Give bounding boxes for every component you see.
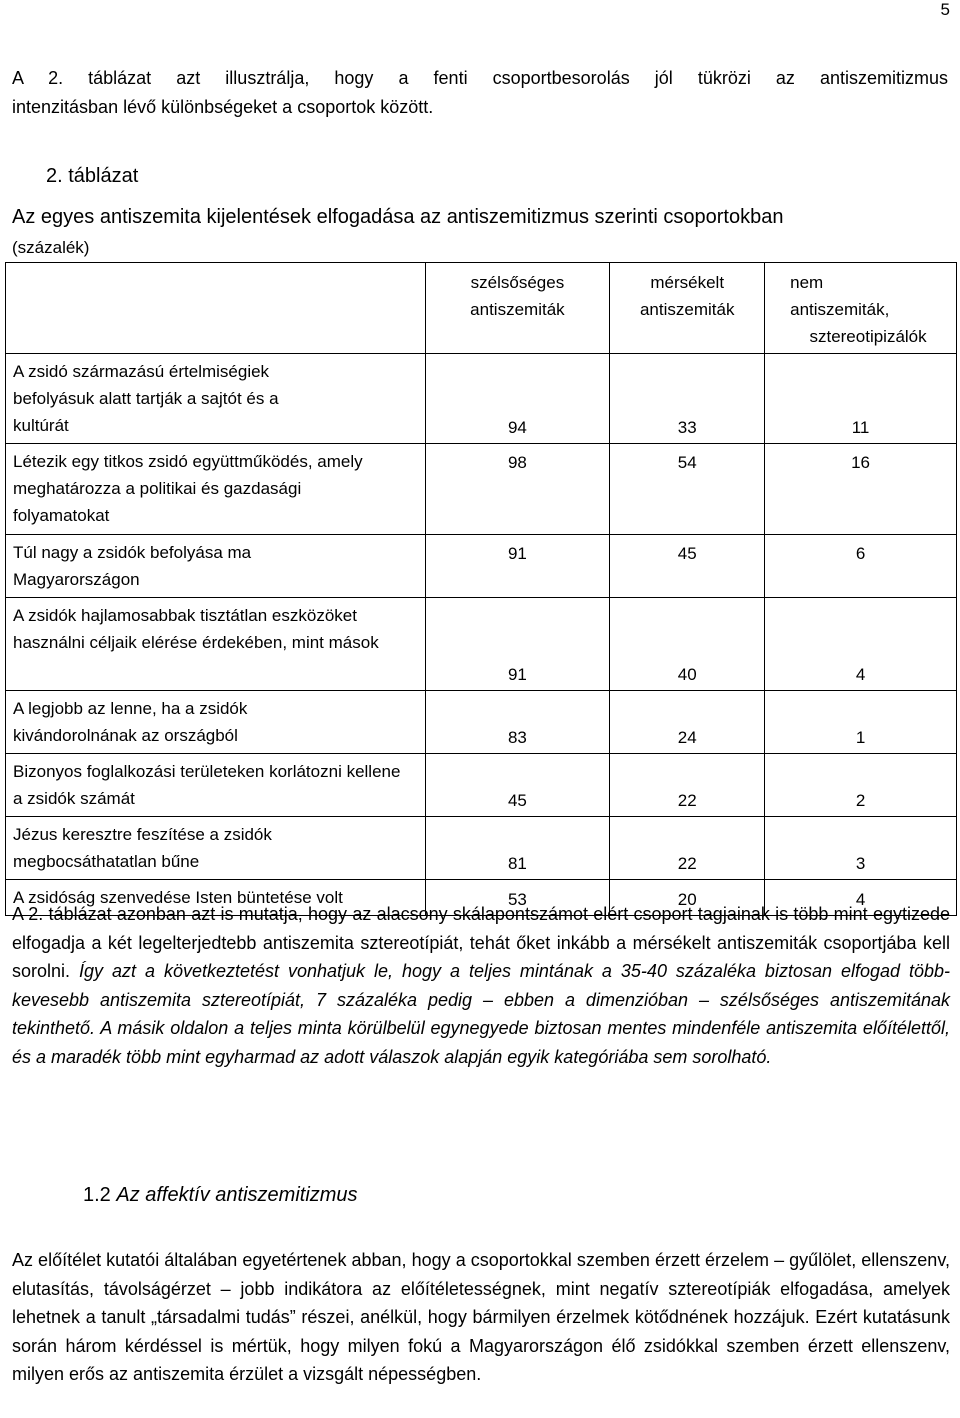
section-heading (83, 1184, 358, 1207)
col-header-non: nem antiszemiták, sztereotipizálók (765, 263, 957, 354)
cell-moderate: 22 (610, 754, 765, 817)
cell-moderate: 22 (610, 817, 765, 880)
intro-line-2: intenzitásban lévő különbségeket a csoportok között. (12, 97, 434, 117)
intro-line-1: A 2. táblázat azt illusztrálja, hogy a fenti csoportbesorolás jól tükrözi az antiszemitizmus (12, 68, 948, 88)
cell-non: 4 (765, 598, 957, 691)
cell-moderate: 33 (610, 354, 765, 444)
col-header-moderate: mérsékelt antiszemiták (610, 263, 765, 354)
cell-extreme: 45 (425, 754, 610, 817)
cell-non: 16 (765, 444, 957, 535)
table-row (6, 444, 957, 535)
body-paragraph-1 (12, 900, 950, 1072)
section-number: 1.2 (83, 1184, 117, 1206)
row-label: Bizonyos foglalkozási területeken korlátozni kellene a zsidók számát (6, 754, 426, 817)
cell-non: 2 (765, 754, 957, 817)
intro-paragraph (12, 64, 948, 122)
row-label: A zsidó származású értelmiségiek befolyásuk alatt tartják a sajtót és a kultúrát (6, 354, 426, 444)
table-row (6, 598, 957, 691)
section-title: Az affektív antiszemitizmus (116, 1184, 358, 1206)
row-label: Túl nagy a zsidók befolyása ma Magyarországon (6, 535, 426, 598)
row-label: A legjobb az lenne, ha a zsidók kivándorolnának az országból (6, 691, 426, 754)
cell-extreme: 94 (425, 354, 610, 444)
cell-non: 3 (765, 817, 957, 880)
header-empty-cell (6, 263, 426, 354)
cell-extreme: 98 (425, 444, 610, 535)
table-unit: (százalék) (12, 238, 90, 257)
row-label: A zsidók hajlamosabbak tisztátlan eszközöket használni céljaik elérése érdekében, mint mások (6, 598, 426, 691)
cell-moderate: 45 (610, 535, 765, 598)
data-table (5, 262, 957, 916)
row-label: Jézus keresztre feszítése a zsidók megbocsáthatatlan bűne (6, 817, 426, 880)
cell-non: 6 (765, 535, 957, 598)
row-label: Létezik egy titkos zsidó együttműködés, amely meghatározza a politikai és gazdasági folyamatokat (6, 444, 426, 535)
table-row (6, 754, 957, 817)
table-row (6, 354, 957, 444)
cell-non: 11 (765, 354, 957, 444)
cell-moderate: 24 (610, 691, 765, 754)
body-paragraph-1-italic: Így azt a következtetést vonhatjuk le, hogy a teljes mintának a 35-40 százaléka biztosan elfogad több-kevesebb antiszemita sztereotípiát, 7 százaléka pedig – ebben a dimenzióban – szélsőséges antiszemitának tekinthető. A másik oldalon a teljes minta körülbelül egynegyede biztosan mentes mindenféle antiszemita előítélettől, és a maradék több mint egyharmad az adott válaszok alapján egyik kategóriába sem sorolható. (12, 961, 950, 1067)
table-row (6, 691, 957, 754)
cell-non: 4 (765, 880, 957, 916)
cell-extreme: 83 (425, 691, 610, 754)
body-paragraph-1-plain: A 2. táblázat azonban azt is mutatja, hogy az alacsony skálapontszámot elért csoport tagjainak is több mint egytizede elfogadja a két legelterjedtebb antiszemita sztereotípiát, tehát őket inkább a mérsékelt antiszemiták csoportjába kell sorolni. (12, 904, 950, 982)
cell-extreme: 91 (425, 535, 610, 598)
table-number: 2. táblázat (46, 165, 139, 187)
row-label: A zsidóság szenvedése Isten büntetése volt (6, 880, 426, 916)
cell-moderate: 20 (610, 880, 765, 916)
table-row (6, 817, 957, 880)
cell-extreme: 91 (425, 598, 610, 691)
cell-non: 1 (765, 691, 957, 754)
col-header-extreme: szélsőséges antiszemiták (425, 263, 610, 354)
cell-extreme: 81 (425, 817, 610, 880)
table-title: Az egyes antiszemita kijelentések elfogadása az antiszemitizmus szerinti csoportokban (12, 206, 784, 228)
cell-moderate: 54 (610, 444, 765, 535)
cell-moderate: 40 (610, 598, 765, 691)
table-header-row (6, 263, 957, 354)
page-number: 5 (940, 0, 950, 19)
cell-extreme: 53 (425, 880, 610, 916)
table-row (6, 535, 957, 598)
body-paragraph-2: Az előítélet kutatói általában egyetértenek abban, hogy a csoportokkal szemben érzett érzelem – gyűlölet, ellenszenv, elutasítás, távolságérzet – jobb indikátora az előítéletességnek, mint negatív sztereotípiák elfogadása, amelyek lehetnek a tanult „társadalmi tudás” részei, anélkül, hogy bármilyen érzelmek kötődnének hozzájuk. Ezért kutatásunk során három kérdéssel is mértük, hogy milyen fokú a Magyarországon élő zsidókkal szemben érzett ellenszenv, milyen erős az antiszemita érzület a vizsgált népességben. (12, 1250, 950, 1385)
